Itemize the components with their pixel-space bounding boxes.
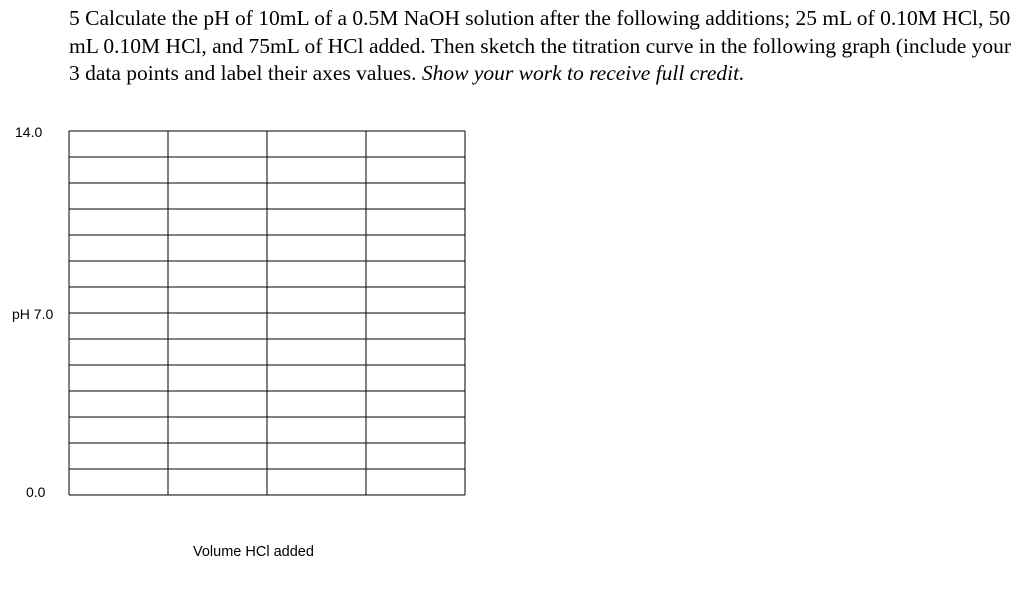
question-number: 5 [69,6,80,30]
question-text [69,5,1014,88]
y-tick-top: 14.0 [15,124,43,140]
question-body: Calculate the pH of 10mL of a 0.5M NaOH solution after the following additions; 25 mL of 0.10M HCl, 50 mL 0.10M HCl, and 75mL of HCl added. Then sketch the titration curve in the following graph (include your 3 data points and label their axes values. [69,6,1012,85]
question-emphasis: Show your work to receive full credit. [421,61,745,85]
x-axis-label: Volume HCl added [193,544,314,560]
graph-grid [68,130,466,496]
y-tick-mid: pH 7.0 [12,306,54,322]
y-tick-bottom: 0.0 [26,484,46,500]
